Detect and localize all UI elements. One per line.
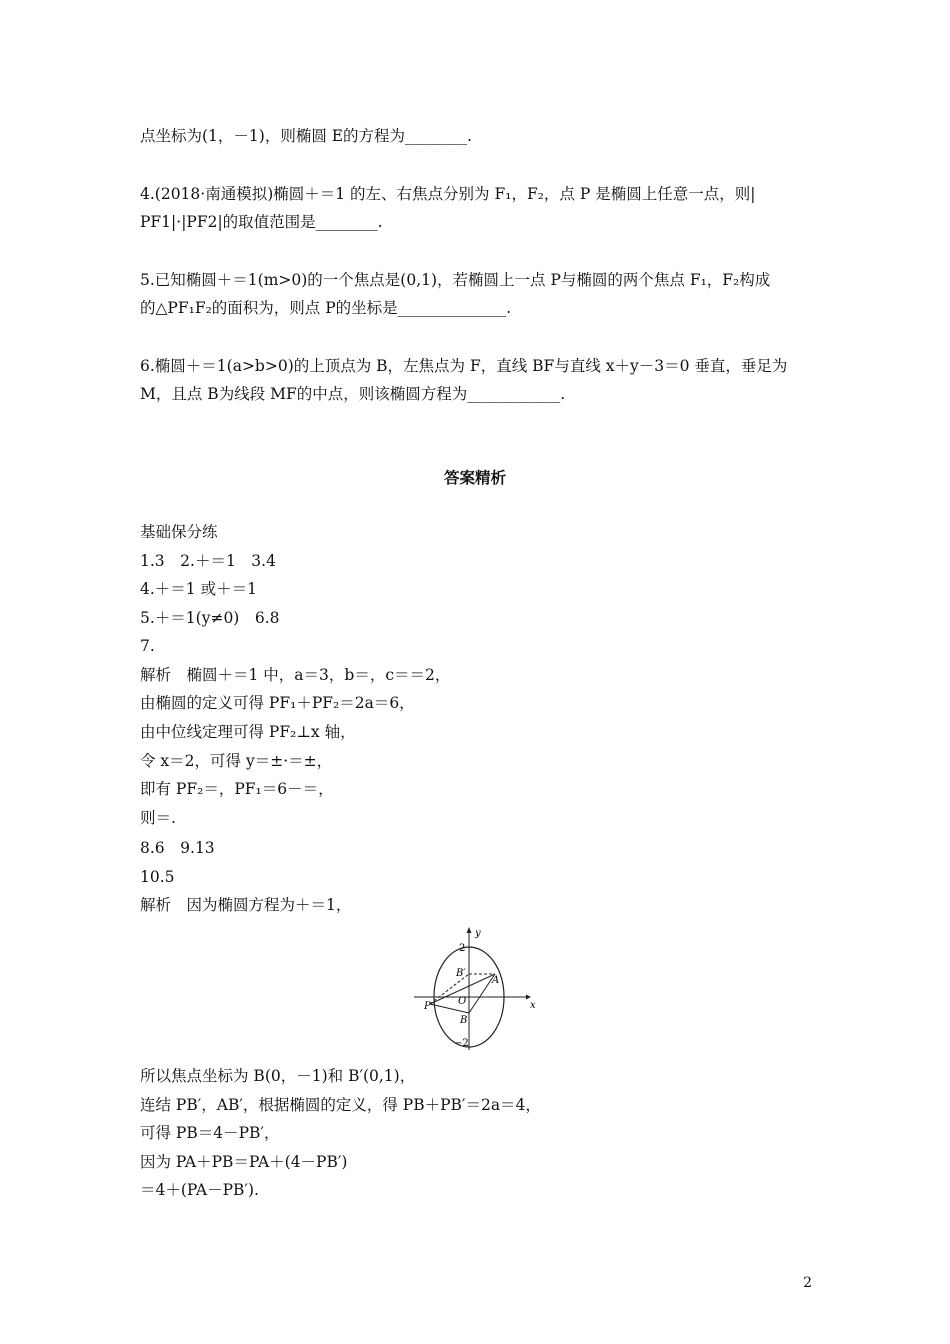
- answer-line: 因为 PA＋PB＝PA＋(4－PB′): [140, 1153, 348, 1171]
- x-axis-arrow: [526, 995, 531, 1000]
- y-axis-label: y: [475, 928, 481, 939]
- point-b-label: B: [460, 1015, 468, 1026]
- answer-line: 5.＋＝1(y≠0) 6.8: [140, 609, 280, 627]
- answer-line: 即有 PF₂＝，PF₁＝6－＝，: [140, 780, 334, 798]
- point-a-label: A: [492, 975, 500, 986]
- answer-line: 所以焦点坐标为 B(0，－1)和 B′(0,1)，: [140, 1067, 416, 1085]
- answer-line: 由中位线定理可得 PF₂⊥x 轴，: [140, 723, 356, 741]
- section-title: 答案精析: [443, 469, 506, 487]
- answer-line: 10.5: [140, 868, 175, 886]
- answer-line: 由椭圆的定义可得 PF₁＋PF₂＝2a＝6，: [140, 694, 415, 712]
- page-number: 2: [803, 1275, 812, 1291]
- point-p-label: P: [424, 1001, 431, 1012]
- bottom-tick-label: −2: [454, 1038, 469, 1049]
- q4-line-1: 4.(2018·南通模拟)椭圆＋＝1 的左、右焦点分别为 F₁，F₂，点 P 是椭圆上任意一点，则|: [140, 185, 756, 203]
- answer-line: 则＝.: [140, 809, 176, 827]
- top-tick-label: 2: [459, 943, 466, 954]
- answer-line: 基础保分练: [140, 523, 218, 541]
- answer-line: 8.6 9.13: [140, 839, 215, 857]
- ellipse-figure: [412, 924, 542, 1052]
- answer-line: ＝4＋(PA－PB′).: [140, 1181, 259, 1199]
- q5-line-2: 的△PF₁F₂的面积为，则点 P的坐标是______________.: [140, 299, 512, 317]
- answer-line: 1.3 2.＋＝1 3.4: [140, 552, 276, 570]
- answer-line: 可得 PB＝4－PB′，: [140, 1124, 280, 1142]
- point-b-prime-label: B′: [456, 968, 466, 979]
- answer-line: 4.＋＝1 或＋＝1: [140, 580, 257, 598]
- q6-line-2: M，且点 B为线段 MF的中点，则该椭圆方程为____________.: [140, 385, 566, 403]
- q-line-1: 点坐标为(1，－1)，则椭圆 E的方程为________.: [140, 127, 472, 145]
- q5-line-1: 5.已知椭圆＋＝1(m>0)的一个焦点是(0,1)，若椭圆上一点 P与椭圆的两个焦点 F₁，F₂构成: [140, 271, 771, 289]
- answer-line: 令 x＝2，可得 y＝±·＝±，: [140, 752, 333, 770]
- q6-line-1: 6.椭圆＋＝1(a>b>0)的上顶点为 B，左焦点为 F，直线 BF与直线 x＋y－3＝0 垂直，垂足为: [140, 357, 788, 375]
- answer-line: 7.: [140, 637, 155, 655]
- point-o-label: O: [458, 996, 467, 1007]
- answer-line: 解析 椭圆＋＝1 中，a＝3，b＝，c＝＝2，: [140, 666, 451, 684]
- answer-line: 解析 因为椭圆方程为＋＝1，: [140, 896, 352, 914]
- x-axis-label: x: [530, 1000, 536, 1011]
- answer-line: 连结 PB′，AB′，根据椭圆的定义，得 PB＋PB′＝2a＝4，: [140, 1096, 541, 1114]
- y-axis-arrow: [467, 927, 472, 933]
- q4-line-2: PF1|·|PF2|的取值范围是________.: [140, 213, 383, 231]
